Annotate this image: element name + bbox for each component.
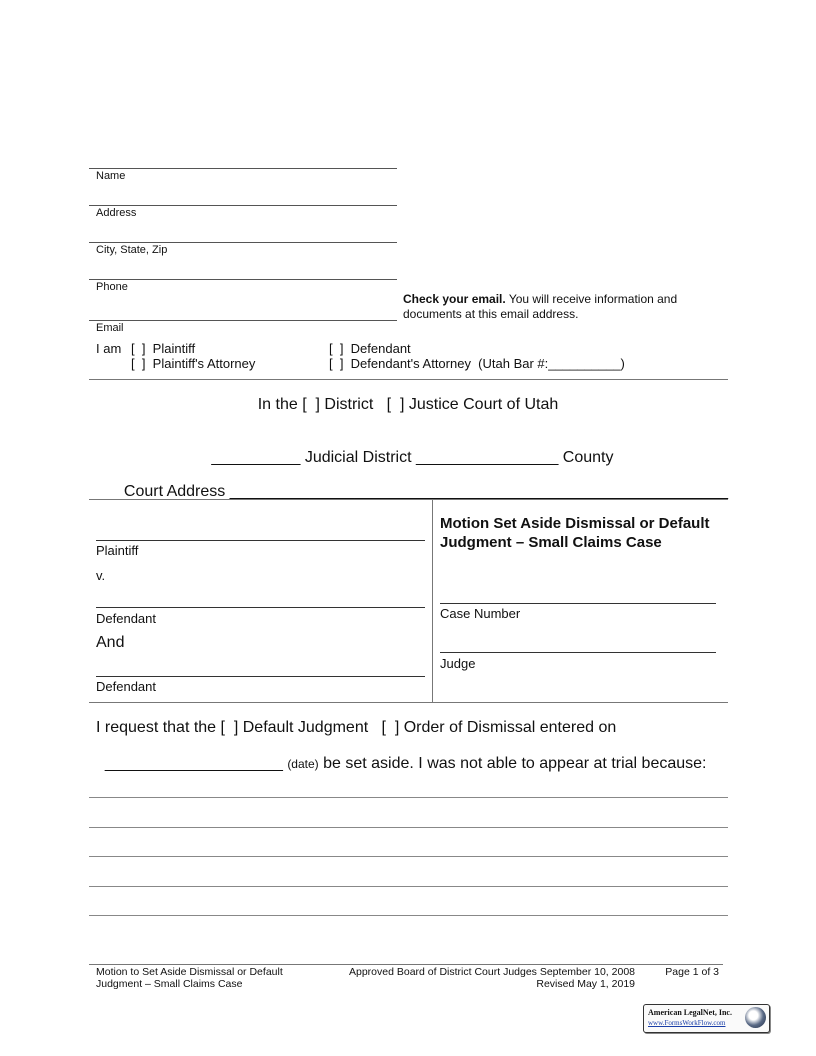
footer-title-line1: Motion to Set Aside Dismissal or Default	[96, 966, 283, 978]
case-number-label: Case Number	[440, 606, 521, 621]
phone-label: Phone	[96, 281, 128, 293]
county-label: County	[562, 449, 614, 466]
caption-divider	[432, 499, 433, 702]
defendant-label: Defendant	[96, 611, 156, 626]
judge-label: Judge	[440, 656, 476, 671]
footer-approval	[300, 966, 635, 990]
address-line	[89, 205, 397, 206]
date-blank[interactable]: ____________________	[104, 755, 283, 772]
logo-company-name: American LegalNet, Inc.	[648, 1008, 732, 1017]
plaintiff-attorney-checkbox[interactable]: [ ] Plaintiff's Attorney	[131, 356, 256, 371]
globe-icon	[745, 1007, 766, 1028]
defendant-attorney-checkbox[interactable]: [ ] Defendant's Attorney (Utah Bar #:__________)	[329, 356, 625, 371]
request-text: I request that the [ ] Default Judgment [ ] Order of Dismissal entered on	[96, 719, 617, 736]
section-divider-2	[89, 499, 728, 500]
email-note-line2: documents at this email address.	[403, 307, 579, 321]
footer-divider	[89, 964, 723, 965]
email-note	[403, 292, 703, 322]
email-note-bold: Check your email.	[403, 292, 506, 306]
defendant-checkbox[interactable]: [ ] Defendant	[329, 341, 411, 356]
case-number-line	[440, 603, 716, 604]
court-address-line	[115, 465, 728, 501]
name-line	[89, 168, 397, 169]
i-am-label: I am	[96, 341, 122, 356]
plaintiff-label: Plaintiff	[96, 543, 139, 558]
defendant2-label: Defendant	[96, 679, 156, 694]
email-line	[89, 320, 397, 321]
email-note-line1: You will receive information and	[505, 292, 678, 306]
footer-title-line2: Judgment – Small Claims Case	[96, 978, 243, 990]
city-line	[89, 242, 397, 243]
name-label: Name	[96, 170, 126, 182]
form-title: Motion Set Aside Dismissal or Default Judgment – Small Claims Case	[440, 515, 710, 551]
request-rest: be set aside. I was not able to appear at trial because:	[323, 755, 707, 772]
email-label: Email	[96, 322, 124, 334]
legalnet-logo[interactable]	[643, 1004, 770, 1033]
footer-form-title	[96, 966, 283, 990]
judicial-district-blank[interactable]: __________	[211, 449, 301, 466]
court-address-blank[interactable]: ________________________________________________________	[229, 483, 729, 500]
plaintiff-checkbox[interactable]: [ ] Plaintiff	[131, 341, 196, 356]
section-divider-1	[89, 379, 728, 380]
reason-line-1[interactable]	[89, 797, 728, 798]
reason-line-5[interactable]	[89, 915, 728, 916]
date-label: (date)	[287, 757, 319, 771]
city-label: City, State, Zip	[96, 244, 168, 256]
footer-page-number: Page 1 of 3	[665, 966, 719, 978]
court-line: In the [ ] District [ ] Justice Court of Utah	[257, 396, 559, 413]
footer-revised: Revised May 1, 2019	[536, 978, 635, 990]
phone-line	[89, 279, 397, 280]
section-divider-3	[89, 702, 728, 703]
judicial-district-line	[0, 431, 816, 467]
reason-line-2[interactable]	[89, 827, 728, 828]
reason-line-3[interactable]	[89, 856, 728, 857]
and-label: And	[96, 634, 125, 651]
court-address-label: Court Address	[123, 483, 226, 500]
plaintiff-line	[96, 540, 425, 541]
address-label: Address	[96, 207, 137, 219]
versus-label: v.	[96, 568, 106, 583]
reason-line-4[interactable]	[89, 886, 728, 887]
county-blank[interactable]: ________________	[415, 449, 559, 466]
logo-url[interactable]: www.FormsWorkFlow.com	[648, 1019, 726, 1027]
defendant-line	[96, 607, 425, 608]
judicial-district-label: Judicial District	[304, 449, 412, 466]
footer-approved: Approved Board of District Court Judges September 10, 2008	[349, 966, 635, 978]
judge-line	[440, 652, 716, 653]
date-line	[96, 737, 706, 773]
defendant2-line	[96, 676, 425, 677]
